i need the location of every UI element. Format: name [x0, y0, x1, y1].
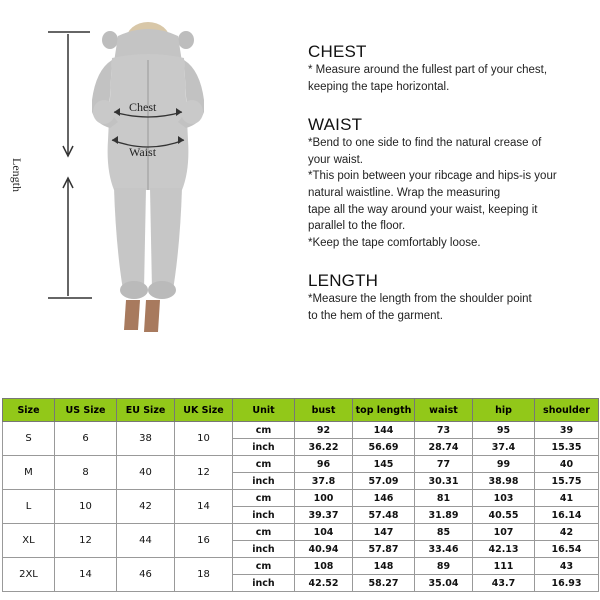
chest-label: Chest — [129, 100, 157, 114]
shoulder-cell: 40 — [535, 456, 599, 473]
shoulder-cell: 41 — [535, 490, 599, 507]
shoulder-cell: 16.93 — [535, 575, 599, 592]
top-length-cell: 57.09 — [353, 473, 415, 490]
table-row — [3, 524, 599, 541]
waist-section — [308, 115, 593, 251]
unit-cell: cm — [233, 558, 295, 575]
hip-cell: 103 — [473, 490, 535, 507]
header-waist: waist — [415, 399, 473, 422]
table-row — [3, 490, 599, 507]
hip-cell: 38.98 — [473, 473, 535, 490]
shoulder-cell: 16.14 — [535, 507, 599, 524]
us-size-cell: 10 — [55, 490, 117, 524]
right-foot — [144, 300, 160, 332]
top-length-cell: 147 — [353, 524, 415, 541]
top-length-cell: 146 — [353, 490, 415, 507]
eu-size-cell: 38 — [117, 422, 175, 456]
hood-ear-left — [102, 31, 118, 49]
waist-cell: 89 — [415, 558, 473, 575]
waist-text-line: *Bend to one side to find the natural crease of — [308, 137, 542, 150]
unit-cell: cm — [233, 456, 295, 473]
bust-cell: 104 — [295, 524, 353, 541]
uk-size-cell: 18 — [175, 558, 233, 592]
waist-text-line: parallel to the floor. — [308, 220, 406, 233]
left-foot — [124, 300, 140, 330]
table-row — [3, 558, 599, 575]
us-size-cell: 8 — [55, 456, 117, 490]
us-size-cell: 12 — [55, 524, 117, 558]
chest-text-line: * Measure around the fullest part of your chest, — [308, 64, 548, 76]
top-length-cell: 56.69 — [353, 439, 415, 456]
waist-cell: 73 — [415, 422, 473, 439]
measurement-illustration — [0, 0, 260, 360]
eu-size-cell: 42 — [117, 490, 175, 524]
unit-cell: cm — [233, 422, 295, 439]
table-header-row — [3, 399, 599, 422]
shoulder-cell: 39 — [535, 422, 599, 439]
unit-cell: inch — [233, 473, 295, 490]
length-text-line: to the hem of the garment. — [308, 309, 443, 322]
waist-label: Waist — [129, 145, 157, 159]
shoulder-cell: 15.75 — [535, 473, 599, 490]
us-size-cell: 14 — [55, 558, 117, 592]
header-shoulder: shoulder — [535, 399, 599, 422]
waist-title: WAIST — [308, 115, 363, 135]
unit-cell: cm — [233, 490, 295, 507]
shoulder-cell: 43 — [535, 558, 599, 575]
header-top-length: top length — [353, 399, 415, 422]
header-eu-size: EU Size — [117, 399, 175, 422]
hip-cell: 95 — [473, 422, 535, 439]
hood-ear-right — [178, 31, 194, 49]
bust-cell: 100 — [295, 490, 353, 507]
hip-cell: 107 — [473, 524, 535, 541]
table-row — [3, 422, 599, 439]
waist-text-line: your waist. — [308, 153, 363, 166]
chest-title: CHEST — [308, 42, 367, 61]
size-cell: M — [3, 456, 55, 490]
unit-cell: cm — [233, 524, 295, 541]
bust-cell: 39.37 — [295, 507, 353, 524]
chest-text-line: keeping the tape horizontal. — [308, 80, 450, 93]
header-us-size: US Size — [55, 399, 117, 422]
waist-cell: 30.31 — [415, 473, 473, 490]
bust-cell: 40.94 — [295, 541, 353, 558]
header-bust: bust — [295, 399, 353, 422]
size-cell: XL — [3, 524, 55, 558]
left-hand — [93, 100, 115, 124]
top-length-cell: 144 — [353, 422, 415, 439]
eu-size-cell: 40 — [117, 456, 175, 490]
shoulder-cell: 42 — [535, 524, 599, 541]
waist-cell: 33.46 — [415, 541, 473, 558]
waist-text-line: *Keep the tape comfortably loose. — [308, 236, 481, 249]
length-text-line: *Measure the length from the shoulder point — [308, 293, 532, 306]
onesie-drawing — [0, 0, 260, 360]
header-unit: Unit — [233, 399, 295, 422]
size-chart-table — [2, 398, 599, 592]
waist-text-line: *This poin between your ribcage and hips-is your — [308, 170, 557, 183]
top-length-cell: 57.48 — [353, 507, 415, 524]
waist-cell: 85 — [415, 524, 473, 541]
unit-cell: inch — [233, 507, 295, 524]
left-leg — [114, 188, 146, 296]
hip-cell: 99 — [473, 456, 535, 473]
header-size: Size — [3, 399, 55, 422]
right-cuff — [148, 281, 176, 299]
waist-text-line: tape all the way around your waist, keeping it — [308, 203, 538, 216]
hip-cell: 37.4 — [473, 439, 535, 456]
size-cell: L — [3, 490, 55, 524]
shoulder-cell: 16.54 — [535, 541, 599, 558]
bust-cell: 108 — [295, 558, 353, 575]
header-uk-size: UK Size — [175, 399, 233, 422]
chest-section — [308, 42, 593, 95]
right-hand — [181, 100, 203, 124]
unit-cell: inch — [233, 439, 295, 456]
left-cuff — [120, 281, 148, 299]
right-leg — [150, 188, 182, 296]
header-hip: hip — [473, 399, 535, 422]
hip-cell: 43.7 — [473, 575, 535, 592]
hip-cell: 111 — [473, 558, 535, 575]
bust-cell: 42.52 — [295, 575, 353, 592]
uk-size-cell: 14 — [175, 490, 233, 524]
top-length-cell: 148 — [353, 558, 415, 575]
uk-size-cell: 12 — [175, 456, 233, 490]
waist-cell: 35.04 — [415, 575, 473, 592]
eu-size-cell: 46 — [117, 558, 175, 592]
us-size-cell: 6 — [55, 422, 117, 456]
size-cell: 2XL — [3, 558, 55, 592]
table-row — [3, 456, 599, 473]
waist-text-line: natural waistline. Wrap the measuring — [308, 186, 501, 199]
bust-cell: 36.22 — [295, 439, 353, 456]
top-length-cell: 145 — [353, 456, 415, 473]
hip-cell: 40.55 — [473, 507, 535, 524]
unit-cell: inch — [233, 575, 295, 592]
measurement-instructions — [308, 42, 593, 325]
length-title: LENGTH — [308, 271, 379, 291]
top-length-cell: 58.27 — [353, 575, 415, 592]
top-length-cell: 57.87 — [353, 541, 415, 558]
bust-cell: 37.8 — [295, 473, 353, 490]
length-label: Length — [10, 158, 24, 192]
uk-size-cell: 16 — [175, 524, 233, 558]
bust-cell: 96 — [295, 456, 353, 473]
table-body — [3, 422, 599, 592]
waist-cell: 31.89 — [415, 507, 473, 524]
waist-cell: 81 — [415, 490, 473, 507]
waist-cell: 77 — [415, 456, 473, 473]
waist-cell: 28.74 — [415, 439, 473, 456]
unit-cell: inch — [233, 541, 295, 558]
bust-cell: 92 — [295, 422, 353, 439]
shoulder-cell: 15.35 — [535, 439, 599, 456]
length-section — [308, 271, 593, 324]
eu-size-cell: 44 — [117, 524, 175, 558]
uk-size-cell: 10 — [175, 422, 233, 456]
size-cell: S — [3, 422, 55, 456]
hip-cell: 42.13 — [473, 541, 535, 558]
